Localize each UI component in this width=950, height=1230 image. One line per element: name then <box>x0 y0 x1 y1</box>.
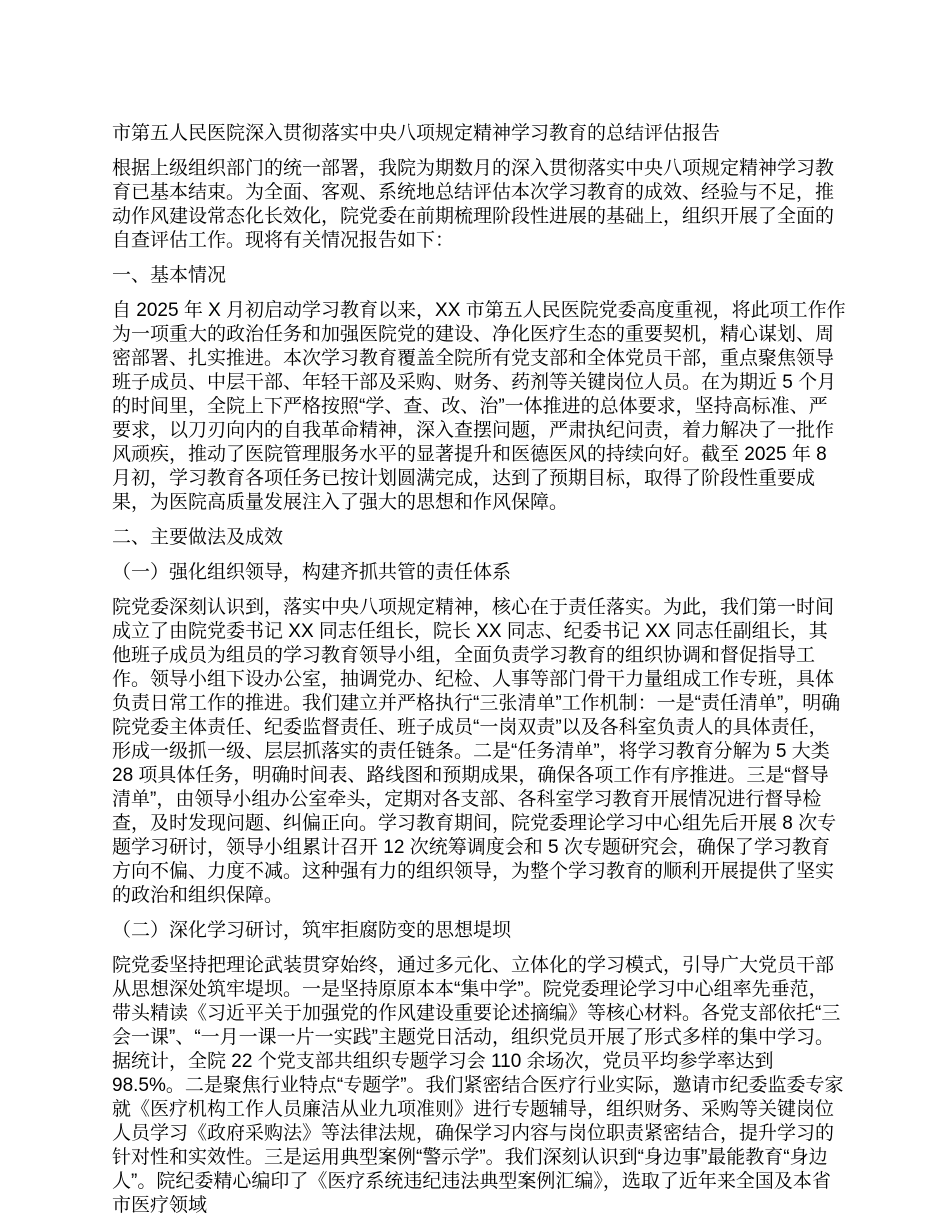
section-heading: （一）强化组织领导，构建齐抓共管的责任体系 <box>112 562 512 583</box>
section-heading: 二、主要做法及成效 <box>112 527 284 548</box>
section-heading: （二）深化学习研讨，筑牢拒腐防变的思想堤坝 <box>112 920 512 941</box>
body-paragraph: 院党委坚持把理论武装贯穿始终，通过多元化、立体化的学习模式，引导广大党员干部从思想深处筑牢堤坝。一是坚持原原本本“集中学”。院党委理论学习中心组率先垂范，带头精读《习近平关于加强党的作风建设重要论述摘编》等核心材料。各党支部依托“三会一课”、“一月一课一片一实践”主题党日活动，组织党员开展了形式多样的集中学习。据统计，全院 22 个党支部共组织专题学习会 110 余场次，党员平均参学率达到 98.5%。二是聚焦行业特点“专题学”。我们紧密结合医疗行业实际，邀请市纪委监委专家就《医疗机构工作人员廉洁从业九项准则》进行专题辅导，组织财务、采购等关键岗位人员学习《政府采购法》等法律法规，确保学习内容与岗位职责紧密结合，提升学习的针对性和实效性。三是运用典型案例“警示学”。我们深刻认识到“身边事”最能教育“身边人”。院纪委精心编印了《医疗系统违纪违法典型案例汇编》，选取了近年来全国及本省市医疗领域 <box>112 955 844 1216</box>
document-title: 市第五人民医院深入贯彻落实中央八项规定精神学习教育的总结评估报告 <box>112 123 721 144</box>
document-blocks <box>112 157 846 1218</box>
body-paragraph: 根据上级组织部门的统一部署，我院为期数月的深入贯彻落实中央八项规定精神学习教育已基本结束。为全面、客观、系统地总结评估本次学习教育的成效、经验与不足，推动作风建设常态化长效化，院党委在前期梳理阶段性进展的基础上，组织开展了全面的自查评估工作。现将有关情况报告如下： <box>112 158 835 251</box>
section-heading: 一、基本情况 <box>112 265 227 286</box>
body-paragraph: 自 2025 年 X 月初启动学习教育以来，XX 市第五人民医院党委高度重视，将此项工作作为一项重大的政治任务和加强医院党的建设、净化医疗生态的重要契机，精心谋划、周密部署、扎实推进。本次学习教育覆盖全院所有党支部和全体党员干部，重点聚焦领导班子成员、中层干部、年轻干部及采购、财务、药剂等关键岗位人员。在为期近 5 个月的时间里，全院上下严格按照“学、查、改、治”一体推进的总体要求，坚持高标准、严要求，以刀刃向内的自我革命精神，深入查摆问题，严肃执纪问责，着力解决了一批作风顽疾，推动了医院管理服务水平的显著提升和医德医风的持续向好。截至 2025 年 8 月初，学习教育各项任务已按计划圆满完成，达到了预期目标，取得了阶段性重要成果，为医院高质量发展注入了强大的思想和作风保障。 <box>112 300 846 513</box>
body-paragraph: 院党委深刻认识到，落实中央八项规定精神，核心在于责任落实。为此，我们第一时间成立了由院党委书记 XX 同志任组长，院长 XX 同志、纪委书记 XX 同志任副组长，其他班子成员为组员的学习教育领导小组，全面负责学习教育的组织协调和督促指导工作。领导小组下设办公室，抽调党办、纪检、人事等部门骨干力量组成工作专班，具体负责日常工作的推进。我们建立并严格执行“三张清单”工作机制：一是“责任清单”，明确院党委主体责任、纪委监督责任、班子成员“一岗双责”以及各科室负责人的具体责任，形成一级抓一级、层层抓落实的责任链条。二是“任务清单”，将学习教育分解为 5 大类 28 项具体任务，明确时间表、路线图和预期成果，确保各项工作有序推进。三是“督导清单”，由领导小组办公室牵头，定期对各支部、各科室学习教育开展情况进行督导检查，及时发现问题、纠偏正向。学习教育期间，院党委理论学习中心组先后开展 8 次专题学习研讨，领导小组累计召开 12 次统筹调度会和 5 次专题研究会，确保了学习教育方向不偏、力度不减。这种强有力的组织领导，为整个学习教育的顺利开展提供了坚实的政治和组织保障。 <box>112 597 841 906</box>
